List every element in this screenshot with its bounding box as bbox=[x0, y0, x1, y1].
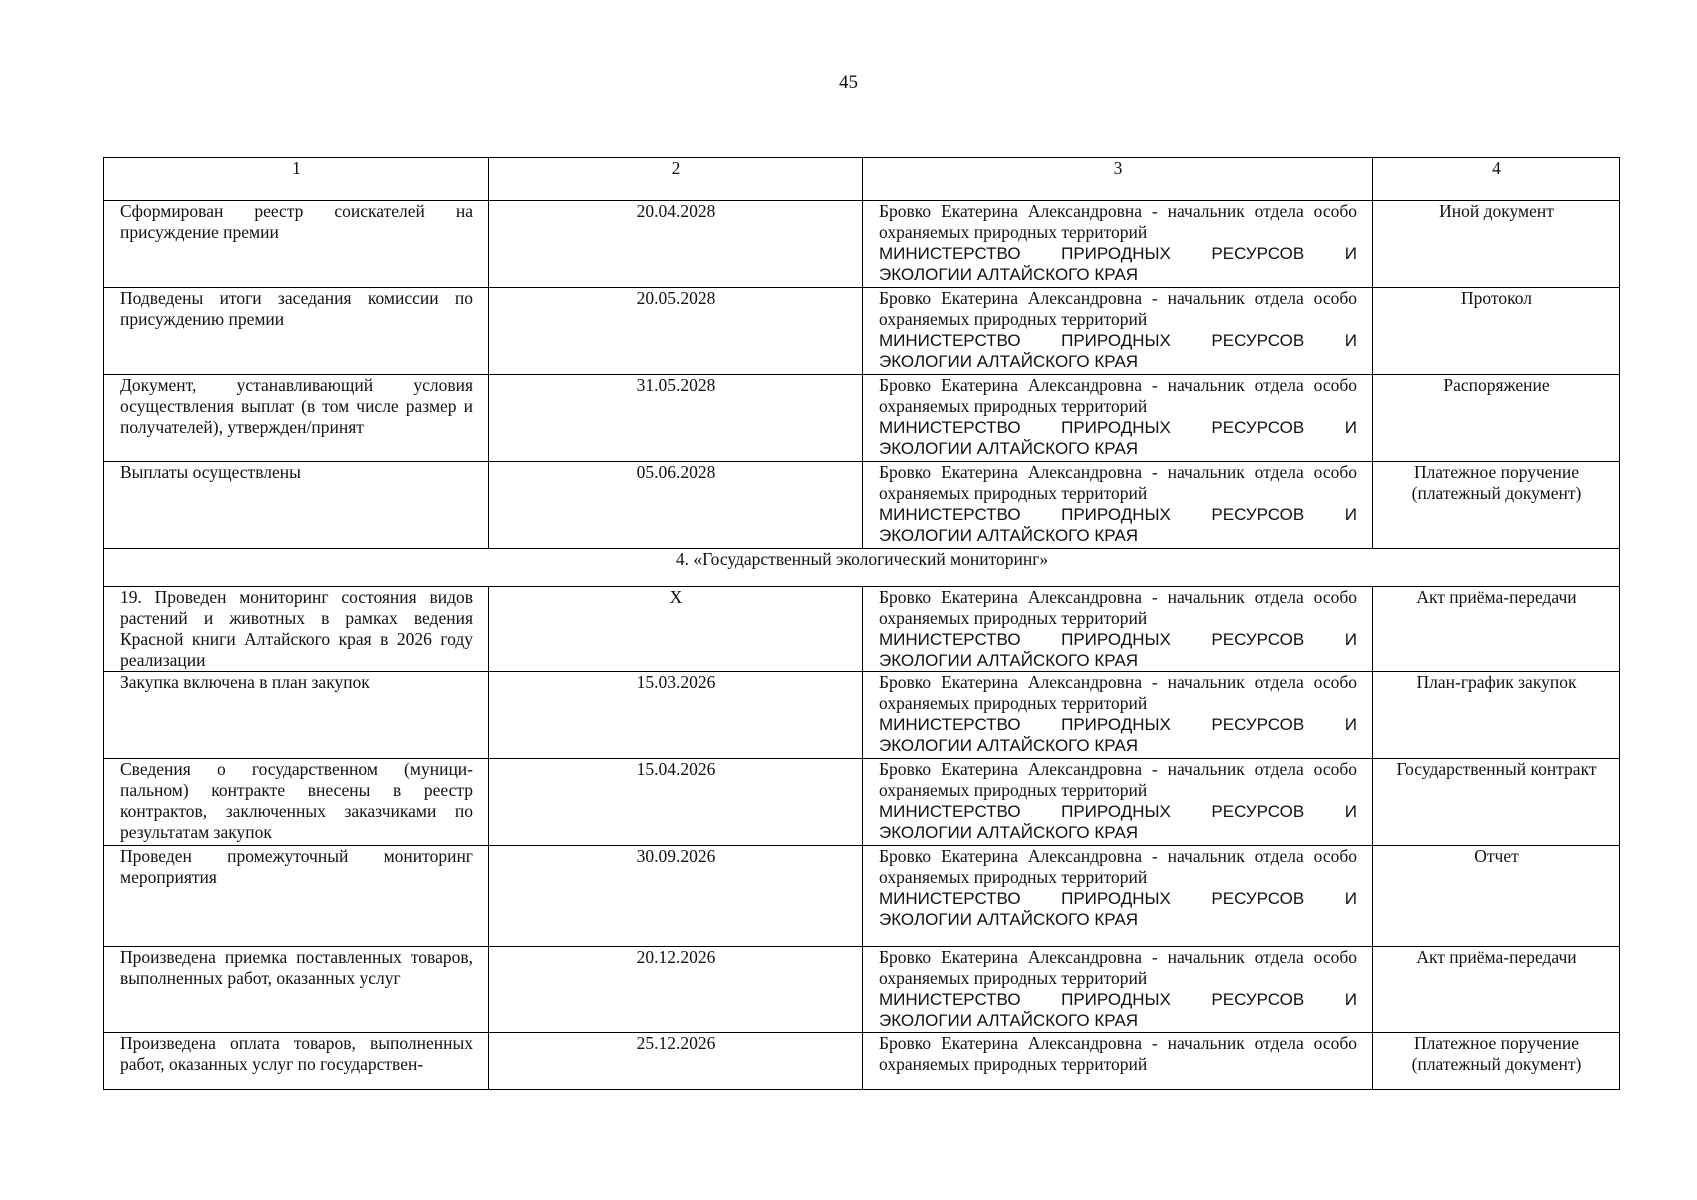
responsible-cell bbox=[863, 288, 1373, 375]
column-header: 2 bbox=[489, 158, 863, 201]
document-type: План-график закупок bbox=[1373, 672, 1620, 759]
responsible-organization: МИНИСТЕРСТВО ПРИРОДНЫХ РЕСУРСОВ И bbox=[879, 505, 1357, 524]
responsible-organization: МИНИСТЕРСТВО ПРИРОДНЫХ РЕСУРСОВ И bbox=[879, 802, 1357, 821]
table-row bbox=[104, 1033, 1620, 1090]
column-header: 4 bbox=[1373, 158, 1620, 201]
responsible-organization: ЭКОЛОГИИ АЛТАЙСКОГО КРАЯ bbox=[879, 910, 1139, 929]
table-row bbox=[104, 375, 1620, 462]
milestone-name: Проведен промежуточный мониторинг мероприятия bbox=[104, 846, 489, 947]
document-type: Платежное поручение (платежный документ) bbox=[1373, 462, 1620, 549]
milestone-date: X bbox=[489, 587, 863, 672]
responsible-cell bbox=[863, 462, 1373, 549]
milestone-name: Документ, устанавливающий условия осуществления выплат (в том числе размер и получателей), утвержден/принят bbox=[104, 375, 489, 462]
responsible-cell bbox=[863, 672, 1373, 759]
milestone-date: 30.09.2026 bbox=[489, 846, 863, 947]
table-row bbox=[104, 759, 1620, 846]
responsible-person: Бровко Екатерина Александровна - начальник отдела особо охраняемых природных территорий bbox=[879, 201, 1357, 242]
responsible-cell bbox=[863, 846, 1373, 947]
responsible-organization: МИНИСТЕРСТВО ПРИРОДНЫХ РЕСУРСОВ И bbox=[879, 990, 1357, 1009]
responsible-organization: МИНИСТЕРСТВО ПРИРОДНЫХ РЕСУРСОВ И bbox=[879, 418, 1357, 437]
responsible-person: Бровко Екатерина Александровна - начальник отдела особо охраняемых природных территорий bbox=[879, 288, 1357, 329]
milestone-name: Сформирован реестр соискателей на присуждение премии bbox=[104, 201, 489, 288]
document-type: Акт приёма-передачи bbox=[1373, 947, 1620, 1033]
responsible-cell bbox=[863, 759, 1373, 846]
document-type: Отчет bbox=[1373, 846, 1620, 947]
responsible-organization: МИНИСТЕРСТВО ПРИРОДНЫХ РЕСУРСОВ И bbox=[879, 331, 1357, 350]
responsible-organization: МИНИСТЕРСТВО ПРИРОДНЫХ РЕСУРСОВ И bbox=[879, 630, 1357, 649]
responsible-cell bbox=[863, 1033, 1373, 1090]
document-type: Государственный контракт bbox=[1373, 759, 1620, 846]
responsible-organization: ЭКОЛОГИИ АЛТАЙСКОГО КРАЯ bbox=[879, 1011, 1139, 1030]
table-row bbox=[104, 288, 1620, 375]
milestone-name: Выплаты осуществлены bbox=[104, 462, 489, 549]
responsible-cell bbox=[863, 587, 1373, 672]
responsible-person: Бровко Екатерина Александровна - начальник отдела особо охраняемых природных территорий bbox=[879, 587, 1357, 628]
document-type: Иной документ bbox=[1373, 201, 1620, 288]
milestone-date: 15.03.2026 bbox=[489, 672, 863, 759]
table-row bbox=[104, 672, 1620, 759]
responsible-cell bbox=[863, 201, 1373, 288]
milestone-name: Произведена приемка поставленных товаров, выполненных работ, оказанных услуг bbox=[104, 947, 489, 1033]
section-header-row bbox=[104, 549, 1620, 587]
responsible-cell bbox=[863, 947, 1373, 1033]
table-row bbox=[104, 201, 1620, 288]
responsible-person: Бровко Екатерина Александровна - начальник отдела особо охраняемых природных территорий bbox=[879, 947, 1357, 988]
milestone-name: Произведена оплата товаров, выполненных работ, оказанных услуг по государствен- bbox=[104, 1033, 489, 1090]
milestone-date: 20.05.2028 bbox=[489, 288, 863, 375]
document-type: Протокол bbox=[1373, 288, 1620, 375]
document-type: Распоряжение bbox=[1373, 375, 1620, 462]
responsible-organization: ЭКОЛОГИИ АЛТАЙСКОГО КРАЯ bbox=[879, 439, 1139, 458]
milestone-name: Закупка включена в план закупок bbox=[104, 672, 489, 759]
document-type: Платежное поручение (платежный документ) bbox=[1373, 1033, 1620, 1090]
milestone-date: 15.04.2026 bbox=[489, 759, 863, 846]
section-title: 4. «Государственный экологический мониторинг» bbox=[104, 549, 1620, 587]
responsible-organization: ЭКОЛОГИИ АЛТАЙСКОГО КРАЯ bbox=[879, 651, 1139, 670]
responsible-organization: ЭКОЛОГИИ АЛТАЙСКОГО КРАЯ bbox=[879, 526, 1139, 545]
milestone-date: 20.12.2026 bbox=[489, 947, 863, 1033]
responsible-person: Бровко Екатерина Александровна - начальник отдела особо охраняемых природных территорий bbox=[879, 672, 1357, 713]
responsible-organization: ЭКОЛОГИИ АЛТАЙСКОГО КРАЯ bbox=[879, 352, 1139, 371]
table-row bbox=[104, 462, 1620, 549]
responsible-organization: МИНИСТЕРСТВО ПРИРОДНЫХ РЕСУРСОВ И bbox=[879, 715, 1357, 734]
responsible-organization: ЭКОЛОГИИ АЛТАЙСКОГО КРАЯ bbox=[879, 265, 1139, 284]
table-row bbox=[104, 846, 1620, 947]
plan-table bbox=[103, 157, 1620, 1090]
document-type: Акт приёма-передачи bbox=[1373, 587, 1620, 672]
milestone-date: 31.05.2028 bbox=[489, 375, 863, 462]
responsible-person: Бровко Екатерина Александровна - начальник отдела особо охраняемых природных территорий bbox=[879, 1033, 1357, 1074]
plan-table-body bbox=[104, 158, 1620, 1090]
responsible-person: Бровко Екатерина Александровна - начальник отдела особо охраняемых природных территорий bbox=[879, 759, 1357, 800]
responsible-person: Бровко Екатерина Александровна - начальник отдела особо охраняемых природных территорий bbox=[879, 846, 1357, 887]
milestone-name: Сведения о государственном (муници-пальном) контракте внесены в реестр контрактов, заключенных заказчиками по результатам закупок bbox=[104, 759, 489, 846]
milestone-name: 19. Проведен мониторинг состояния видов растений и животных в рамках ведения Красной книги Алтайского края в 2026 году реализации bbox=[104, 587, 489, 672]
responsible-cell bbox=[863, 375, 1373, 462]
responsible-organization: ЭКОЛОГИИ АЛТАЙСКОГО КРАЯ bbox=[879, 736, 1139, 755]
page-number: 45 bbox=[839, 72, 858, 93]
column-header: 3 bbox=[863, 158, 1373, 201]
responsible-organization: МИНИСТЕРСТВО ПРИРОДНЫХ РЕСУРСОВ И bbox=[879, 889, 1357, 908]
milestone-name: Подведены итоги заседания комиссии по присуждению премии bbox=[104, 288, 489, 375]
column-header-row bbox=[104, 158, 1620, 201]
table-row bbox=[104, 947, 1620, 1033]
responsible-person: Бровко Екатерина Александровна - начальник отдела особо охраняемых природных территорий bbox=[879, 375, 1357, 416]
milestone-date: 20.04.2028 bbox=[489, 201, 863, 288]
responsible-person: Бровко Екатерина Александровна - начальник отдела особо охраняемых природных территорий bbox=[879, 462, 1357, 503]
responsible-organization: ЭКОЛОГИИ АЛТАЙСКОГО КРАЯ bbox=[879, 823, 1139, 842]
milestone-date: 05.06.2028 bbox=[489, 462, 863, 549]
responsible-organization: МИНИСТЕРСТВО ПРИРОДНЫХ РЕСУРСОВ И bbox=[879, 244, 1357, 263]
milestone-date: 25.12.2026 bbox=[489, 1033, 863, 1090]
column-header: 1 bbox=[104, 158, 489, 201]
table-row bbox=[104, 587, 1620, 672]
